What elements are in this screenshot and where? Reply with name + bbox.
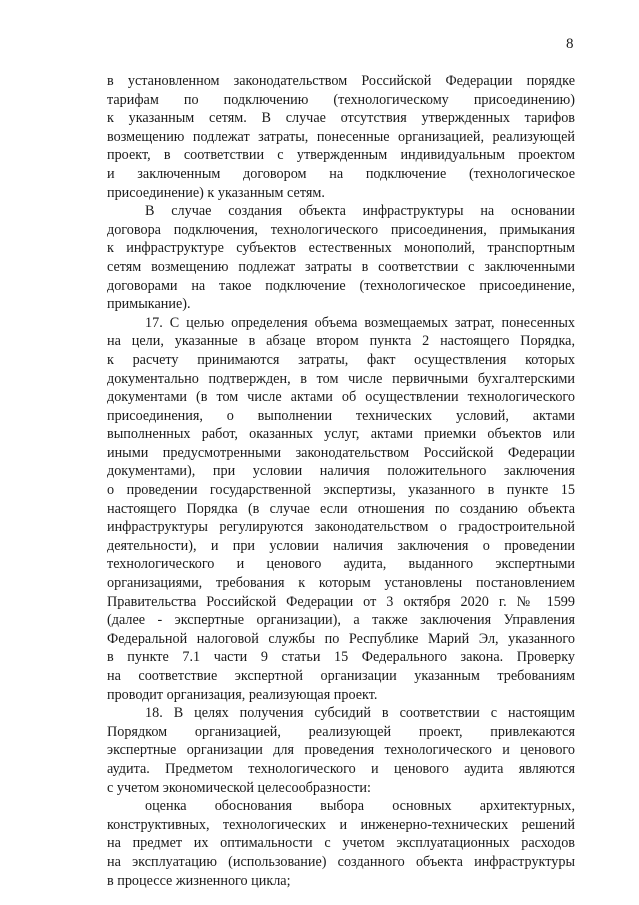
paragraph bbox=[107, 797, 575, 890]
text-line: документально подтвержден, в том числе первичными бухгалтерскими bbox=[107, 370, 575, 387]
text-line: на предмет их оптимальности с учетом эксплуатационных расходов bbox=[107, 835, 575, 852]
page-number: 8 bbox=[566, 36, 574, 52]
text-line: возмещению подлежат затраты, понесенные организацией, реализующей bbox=[107, 128, 575, 145]
text-line: выполненных работ, оказанных услуг, актами приемки объектов или bbox=[107, 426, 575, 443]
text-line: аудита. Предметом технологического и ценового аудита являются bbox=[107, 760, 575, 777]
text-line: и заключенным договором на подключение (технологическое bbox=[107, 165, 575, 182]
text-line: с учетом экономической целесообразности: bbox=[107, 779, 371, 796]
text-line: технологического и ценового аудита, выданного экспертными bbox=[107, 556, 575, 573]
text-line: Порядком организацией, реализующей проект, привлекаются bbox=[107, 723, 575, 740]
text-line: к инфраструктуре субъектов естественных монополий, транспортным bbox=[107, 240, 575, 257]
text-line: В случае создания объекта инфраструктуры на основании bbox=[145, 203, 575, 220]
text-line: инфраструктуры регулируются законодательством о градостроительной bbox=[107, 519, 575, 536]
document-body bbox=[107, 72, 575, 890]
text-line: Федеральной налоговой службы по Республике Марий Эл, указанного bbox=[107, 630, 575, 647]
paragraph bbox=[107, 704, 575, 797]
text-line: на цели, указанные в абзаце втором пункта 2 настоящего Порядка, bbox=[107, 333, 575, 350]
text-line: примыкание). bbox=[107, 296, 191, 313]
text-line: к указанным сетям. В случае отсутствия утвержденных тарифов bbox=[107, 110, 575, 127]
text-line: проект, в соответствии с утвержденным индивидуальным проектом bbox=[107, 147, 575, 164]
text-line: конструктивных, технологических и инженерно-технических решений bbox=[107, 816, 575, 833]
text-line: на эксплуатацию (использование) созданного объекта инфраструктуры bbox=[107, 853, 575, 870]
text-line: иными предусмотренными законодательством Российской Федерации bbox=[107, 444, 575, 461]
text-line: 18. В целях получения субсидий в соответствии с настоящим bbox=[145, 705, 575, 722]
paragraph bbox=[107, 202, 575, 314]
text-line: на соответствие экспертной организации указанным требованиям bbox=[107, 668, 575, 684]
text-line: оценка обоснования выбора основных архитектурных, bbox=[145, 798, 575, 815]
text-line: документами (в том числе актами об осуществлении технологического bbox=[107, 389, 575, 406]
text-line: в процессе жизненного цикла; bbox=[107, 872, 291, 889]
text-line: сетям возмещению подлежат затраты в соответствии с заключенными bbox=[107, 258, 575, 275]
text-line: присоединения, о выполнении технических условий, актами bbox=[107, 407, 575, 424]
paragraph bbox=[107, 314, 575, 704]
text-line: (далее - экспертные организации), а также заключения Управления bbox=[107, 612, 575, 629]
text-line: в установленном законодательством Российской Федерации порядке bbox=[107, 73, 575, 89]
text-line: деятельности), и при условии наличия заключения о проведении bbox=[107, 537, 575, 554]
text-line: организациями, требования к которым установлены постановлением bbox=[107, 575, 575, 592]
text-line: в пункте 7.1 части 9 статьи 15 Федерального закона. Проверку bbox=[107, 649, 575, 666]
text-line: 17. С целью определения объема возмещаемых затрат, понесенных bbox=[145, 314, 575, 331]
text-line: присоединение) к указанным сетям. bbox=[107, 184, 325, 201]
text-line: договорами на такое подключение (технологическое присоединение, bbox=[107, 277, 575, 294]
text-line: экспертные организации для проведения технологического и ценового bbox=[107, 742, 575, 759]
paragraph bbox=[107, 72, 575, 202]
text-line: к расчету принимаются затраты, факт осуществления которых bbox=[107, 351, 575, 368]
text-line: тарифам по подключению (технологическому присоединению) bbox=[107, 91, 575, 108]
text-line: проводит организация, реализующая проект. bbox=[107, 686, 378, 703]
text-line: настоящего Порядка (в случае если отношения по созданию объекта bbox=[107, 500, 575, 517]
text-line: документами), при условии наличия положительного заключения bbox=[107, 463, 575, 480]
text-line: о проведении государственной экспертизы, указанного в пункте 15 bbox=[107, 482, 575, 499]
text-line: Правительства Российской Федерации от 3 октября 2020 г. № 1599 bbox=[107, 593, 575, 610]
text-line: договора подключения, технологического присоединения, примыкания bbox=[107, 221, 575, 238]
